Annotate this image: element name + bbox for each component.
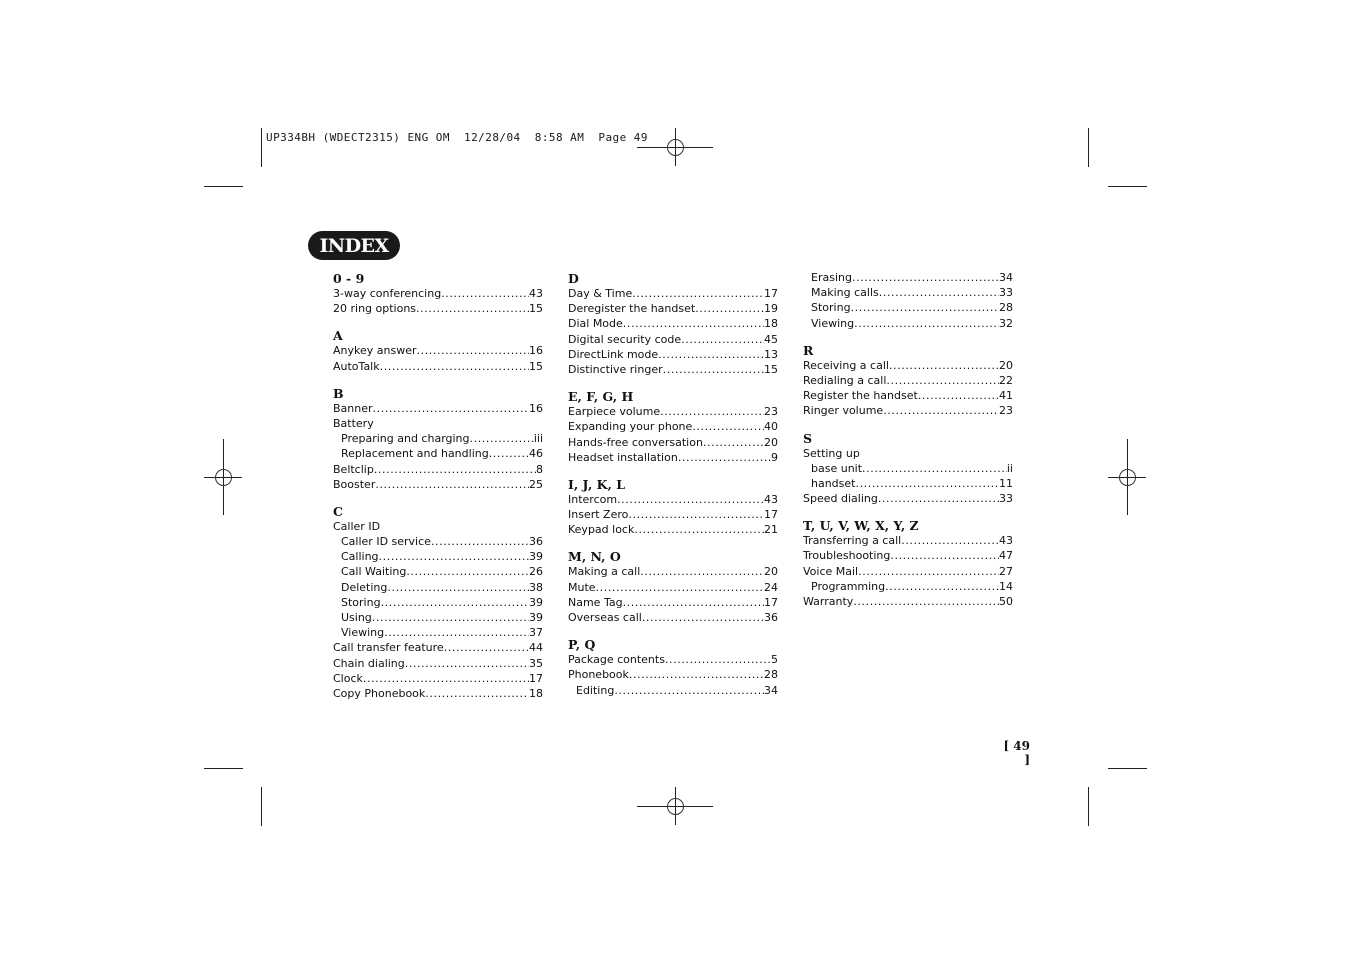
index-entry <box>803 446 1013 461</box>
entry-page: 33 <box>999 492 1013 506</box>
entry-label: Editing <box>576 683 615 697</box>
entry-label: Transferring a call <box>803 534 902 548</box>
index-subentry <box>333 625 543 640</box>
entry-label: Insert Zero <box>568 508 629 522</box>
dot-leader <box>375 477 529 492</box>
entry-page: 44 <box>529 641 543 655</box>
entry-page: 22 <box>999 373 1013 387</box>
entry-page: 32 <box>999 316 1013 330</box>
index-entry <box>568 332 778 347</box>
entry-label: Storing <box>341 595 381 609</box>
entry-page: 16 <box>529 344 543 358</box>
dot-leader <box>614 683 764 698</box>
index-entry <box>803 564 1013 579</box>
section-heading: B <box>333 385 344 401</box>
index-section <box>568 270 778 377</box>
section-heading: M, N, O <box>568 549 621 565</box>
crop-mark-top-left-horizontal <box>204 186 243 187</box>
entry-label: Replacement and handling <box>341 447 489 461</box>
dot-leader <box>703 435 764 450</box>
entry-label: handset <box>811 476 856 490</box>
index-entry <box>333 359 543 374</box>
entry-label: AutoTalk <box>333 359 380 373</box>
entry-page: 17 <box>764 508 778 522</box>
index-column-1 <box>333 270 543 712</box>
entry-page: 43 <box>764 492 778 506</box>
index-subentry <box>803 476 1013 491</box>
index-subentry <box>803 300 1013 315</box>
dot-leader <box>890 548 999 563</box>
dot-leader <box>658 347 764 362</box>
dot-leader <box>596 580 764 595</box>
entry-page: 18 <box>764 317 778 331</box>
entry-page: 15 <box>529 359 543 373</box>
crop-mark-bottom-left-vertical <box>261 787 262 826</box>
entry-label: Keypad lock <box>568 523 635 537</box>
entry-page: 39 <box>529 595 543 609</box>
dot-leader <box>387 580 529 595</box>
entry-label: Earpiece volume <box>568 405 661 419</box>
crop-mark-bottom-right-vertical <box>1088 787 1089 826</box>
entry-page: 17 <box>764 287 778 300</box>
index-entry <box>333 286 543 301</box>
entry-page: 33 <box>999 286 1013 300</box>
index-entry <box>803 491 1013 506</box>
index-section <box>803 430 1013 507</box>
entry-label: Register the handset <box>803 389 918 403</box>
index-subentry <box>803 461 1013 476</box>
entry-label: Phonebook <box>568 668 629 682</box>
index-section <box>333 385 543 492</box>
index-entry <box>803 388 1013 403</box>
dot-leader <box>617 492 764 507</box>
index-entry <box>568 362 778 377</box>
crop-mark-top-right-horizontal <box>1108 186 1147 187</box>
entry-page: 23 <box>764 405 778 419</box>
entry-page: 39 <box>529 550 543 564</box>
dot-leader <box>918 388 999 403</box>
entry-page: 8 <box>536 462 543 476</box>
entry-label: Calling <box>341 550 379 564</box>
entry-label: Hands-free conversation <box>568 435 703 449</box>
entry-label: Receiving a call <box>803 358 889 372</box>
entry-page: 40 <box>764 420 778 434</box>
entry-page: 15 <box>764 362 778 376</box>
entry-label: Expanding your phone <box>568 420 693 434</box>
index-entry <box>803 403 1013 418</box>
section-heading: R <box>803 342 814 358</box>
section-heading: 0 - 9 <box>333 271 365 286</box>
index-entry <box>568 522 778 537</box>
index-column-3 <box>803 270 1013 620</box>
entry-label: Call Waiting <box>341 565 407 579</box>
dot-leader <box>678 450 771 465</box>
entry-label: Battery <box>333 416 374 430</box>
dot-leader <box>883 403 999 418</box>
entry-label: 20 ring options <box>333 302 417 316</box>
dot-leader <box>623 316 764 331</box>
entry-label: Booster <box>333 477 376 491</box>
index-subentry <box>333 610 543 625</box>
index-section <box>568 636 778 698</box>
entry-page: ii <box>1006 461 1013 475</box>
entry-label: Anykey answer <box>333 344 417 358</box>
index-entry <box>568 435 778 450</box>
entry-page: 19 <box>764 302 778 316</box>
index-column-2 <box>568 270 778 709</box>
entry-page: 24 <box>764 580 778 594</box>
dot-leader <box>425 686 529 701</box>
entry-page: 5 <box>771 653 778 667</box>
entry-page: 27 <box>999 564 1013 578</box>
entry-label: Viewing <box>811 316 855 330</box>
index-entry <box>568 507 778 522</box>
dot-leader <box>862 461 1007 476</box>
dot-leader <box>851 300 999 315</box>
index-entry <box>333 519 543 534</box>
index-entry <box>568 580 778 595</box>
entry-page: 18 <box>529 686 543 700</box>
entry-label: Beltclip <box>333 462 374 476</box>
entry-page: 20 <box>764 435 778 449</box>
entry-page: 23 <box>999 404 1013 418</box>
entry-label: Caller ID service <box>341 535 431 549</box>
index-entry <box>803 358 1013 373</box>
index-subentry <box>803 285 1013 300</box>
index-entry <box>568 316 778 331</box>
entry-page: 45 <box>764 332 778 346</box>
dot-leader <box>879 285 999 300</box>
entry-page: 38 <box>529 580 543 594</box>
entry-label: Overseas call <box>568 611 642 624</box>
entry-label: 3-way conferencing <box>333 287 442 300</box>
index-entry <box>333 686 543 701</box>
dot-leader <box>634 522 764 537</box>
dot-leader <box>372 610 529 625</box>
index-section <box>333 503 543 701</box>
entry-page: 36 <box>529 535 543 549</box>
crop-mark-bottom-right-horizontal <box>1108 768 1147 769</box>
index-entry <box>333 343 543 358</box>
section-heading: D <box>568 271 579 286</box>
index-section <box>568 388 778 465</box>
index-entry <box>803 594 1013 609</box>
dot-leader <box>901 533 999 548</box>
entry-page: 9 <box>771 450 778 464</box>
dot-leader <box>889 358 999 373</box>
index-entry <box>568 610 778 625</box>
entry-label: Chain dialing <box>333 656 405 670</box>
entry-label: Speed dialing <box>803 492 878 506</box>
section-heading: I, J, K, L <box>568 476 626 492</box>
entry-label: Warranty <box>803 595 854 608</box>
index-entry <box>803 533 1013 548</box>
entry-page: 43 <box>529 287 543 300</box>
dot-leader <box>405 656 529 671</box>
entry-label: Headset installation <box>568 450 678 464</box>
entry-label: Redialing a call <box>803 373 887 387</box>
index-subentry <box>803 270 1013 285</box>
entry-page: 17 <box>529 671 543 685</box>
entry-page: 21 <box>764 523 778 537</box>
dot-leader <box>381 595 529 610</box>
entry-page: 13 <box>764 347 778 361</box>
entry-label: Name Tag <box>568 595 623 609</box>
crop-mark-top-right-vertical <box>1088 128 1089 167</box>
entry-label: Digital security code <box>568 332 682 346</box>
index-entry <box>333 640 543 655</box>
entry-label: DirectLink mode <box>568 347 659 361</box>
crop-mark-top-left-vertical <box>261 128 262 167</box>
index-subentry <box>333 580 543 595</box>
entry-label: Intercom <box>568 492 618 506</box>
entry-label: Deregister the handset <box>568 302 696 316</box>
index-subentry <box>333 595 543 610</box>
dot-leader <box>417 343 530 358</box>
dot-leader <box>628 507 764 522</box>
index-entry <box>568 450 778 465</box>
index-entry <box>568 301 778 316</box>
entry-page: 16 <box>529 401 543 415</box>
entry-label: Clock <box>333 671 363 685</box>
dot-leader <box>431 534 529 549</box>
index-section <box>568 548 778 625</box>
entry-page: 28 <box>999 301 1013 315</box>
entry-page: 20 <box>999 358 1013 372</box>
entry-label: Storing <box>811 301 851 315</box>
index-entry <box>568 667 778 682</box>
index-section <box>803 342 1013 419</box>
entry-page: 47 <box>999 549 1013 563</box>
dot-leader <box>853 594 999 609</box>
index-title-badge <box>308 231 400 260</box>
index-section <box>568 476 778 538</box>
section-heading: S <box>803 430 813 446</box>
index-entry <box>568 652 778 667</box>
index-section <box>803 517 1013 609</box>
dot-leader <box>489 446 529 461</box>
dot-leader <box>663 362 764 377</box>
index-subentry <box>333 431 543 446</box>
entry-label: Banner <box>333 401 373 415</box>
entry-page: 36 <box>764 611 778 624</box>
entry-page: 34 <box>764 683 778 697</box>
entry-page: 20 <box>764 565 778 579</box>
index-subentry <box>803 316 1013 331</box>
index-entry <box>568 404 778 419</box>
entry-page: 17 <box>764 595 778 609</box>
index-entry <box>568 419 778 434</box>
entry-page: 50 <box>999 595 1013 608</box>
entry-label: Troubleshooting <box>803 549 891 563</box>
entry-label: Programming <box>811 579 886 593</box>
index-entry <box>333 462 543 477</box>
dot-leader <box>642 610 764 625</box>
entry-page: 28 <box>764 668 778 682</box>
dot-leader <box>632 286 764 301</box>
dot-leader <box>629 667 764 682</box>
index-entry <box>568 492 778 507</box>
index-entry <box>803 548 1013 563</box>
index-entry <box>568 347 778 362</box>
index-entry <box>333 656 543 671</box>
entry-label: Mute <box>568 580 596 594</box>
dot-leader <box>681 332 764 347</box>
dot-leader <box>373 401 529 416</box>
entry-page: 34 <box>999 271 1013 284</box>
index-title: INDEX <box>319 234 389 257</box>
entry-label: Day & Time <box>568 287 633 300</box>
entry-label: Caller ID <box>333 519 381 533</box>
entry-label: Voice Mail <box>803 564 859 578</box>
index-entry <box>333 401 543 416</box>
dot-leader <box>885 579 999 594</box>
dot-leader <box>665 652 771 667</box>
dot-leader <box>374 462 536 477</box>
dot-leader <box>886 373 999 388</box>
dot-leader <box>854 316 999 331</box>
dot-leader <box>855 476 999 491</box>
dot-leader <box>623 595 764 610</box>
dot-leader <box>384 625 529 640</box>
crop-mark-bottom-left-horizontal <box>204 768 243 769</box>
entry-label: Ringer volume <box>803 404 884 418</box>
entry-label: base unit <box>811 461 863 475</box>
section-heading: E, F, G, H <box>568 389 634 405</box>
entry-label: Dial Mode <box>568 317 623 331</box>
index-subentry <box>803 579 1013 594</box>
page-number: [ 49 ] <box>1003 739 1030 767</box>
section-heading: T, U, V, W, X, Y, Z <box>803 518 919 534</box>
entry-page: 15 <box>529 302 543 316</box>
entry-page: 35 <box>529 656 543 670</box>
section-heading: P, Q <box>568 637 596 653</box>
index-entry <box>333 416 543 431</box>
dot-leader <box>441 286 529 301</box>
entry-page: 43 <box>999 534 1013 548</box>
index-entry <box>568 564 778 579</box>
dot-leader <box>858 564 999 579</box>
index-section <box>803 270 1013 331</box>
dot-leader <box>692 419 764 434</box>
index-subentry <box>568 683 778 698</box>
entry-page: 25 <box>529 477 543 491</box>
entry-label: Erasing <box>811 271 852 284</box>
entry-label: Preparing and charging <box>341 432 470 446</box>
entry-page: iii <box>533 432 543 446</box>
entry-label: Distinctive ringer <box>568 362 663 376</box>
index-subentry <box>333 549 543 564</box>
section-heading: A <box>333 328 343 344</box>
entry-label: Making a call <box>568 565 641 579</box>
dot-leader <box>695 301 764 316</box>
dot-leader <box>640 564 764 579</box>
index-entry <box>568 595 778 610</box>
index-entry <box>803 373 1013 388</box>
entry-page: 26 <box>529 565 543 579</box>
entry-page: 37 <box>529 626 543 640</box>
entry-page: 11 <box>999 476 1013 490</box>
index-subentry <box>333 446 543 461</box>
index-entry <box>568 286 778 301</box>
index-entry <box>333 477 543 492</box>
dot-leader <box>406 564 529 579</box>
dot-leader <box>470 431 534 446</box>
dot-leader <box>416 301 529 316</box>
entry-label: Call transfer feature <box>333 641 444 655</box>
entry-label: Using <box>341 611 372 624</box>
dot-leader <box>380 359 529 374</box>
dot-leader <box>660 404 764 419</box>
entry-label: Setting up <box>803 446 860 460</box>
index-section <box>333 270 543 316</box>
dot-leader <box>379 549 529 564</box>
entry-label: Making calls <box>811 286 879 300</box>
print-slug: UP334BH (WDECT2315) ENG OM 12/28/04 8:58 AM Page 49 <box>266 131 648 144</box>
entry-label: Package contents <box>568 653 665 667</box>
index-entry <box>333 671 543 686</box>
entry-label: Viewing <box>341 626 385 640</box>
dot-leader <box>878 491 999 506</box>
dot-leader <box>852 270 999 285</box>
index-subentry <box>333 564 543 579</box>
entry-page: 14 <box>999 579 1013 593</box>
section-heading: C <box>333 503 343 519</box>
index-subentry <box>333 534 543 549</box>
dot-leader <box>363 671 529 686</box>
dot-leader <box>444 640 529 655</box>
entry-page: 39 <box>529 611 543 624</box>
index-section <box>333 327 543 373</box>
entry-label: Deleting <box>341 580 388 594</box>
index-entry <box>333 301 543 316</box>
entry-page: 41 <box>999 389 1013 403</box>
entry-page: 46 <box>529 447 543 461</box>
entry-label: Copy Phonebook <box>333 686 426 700</box>
